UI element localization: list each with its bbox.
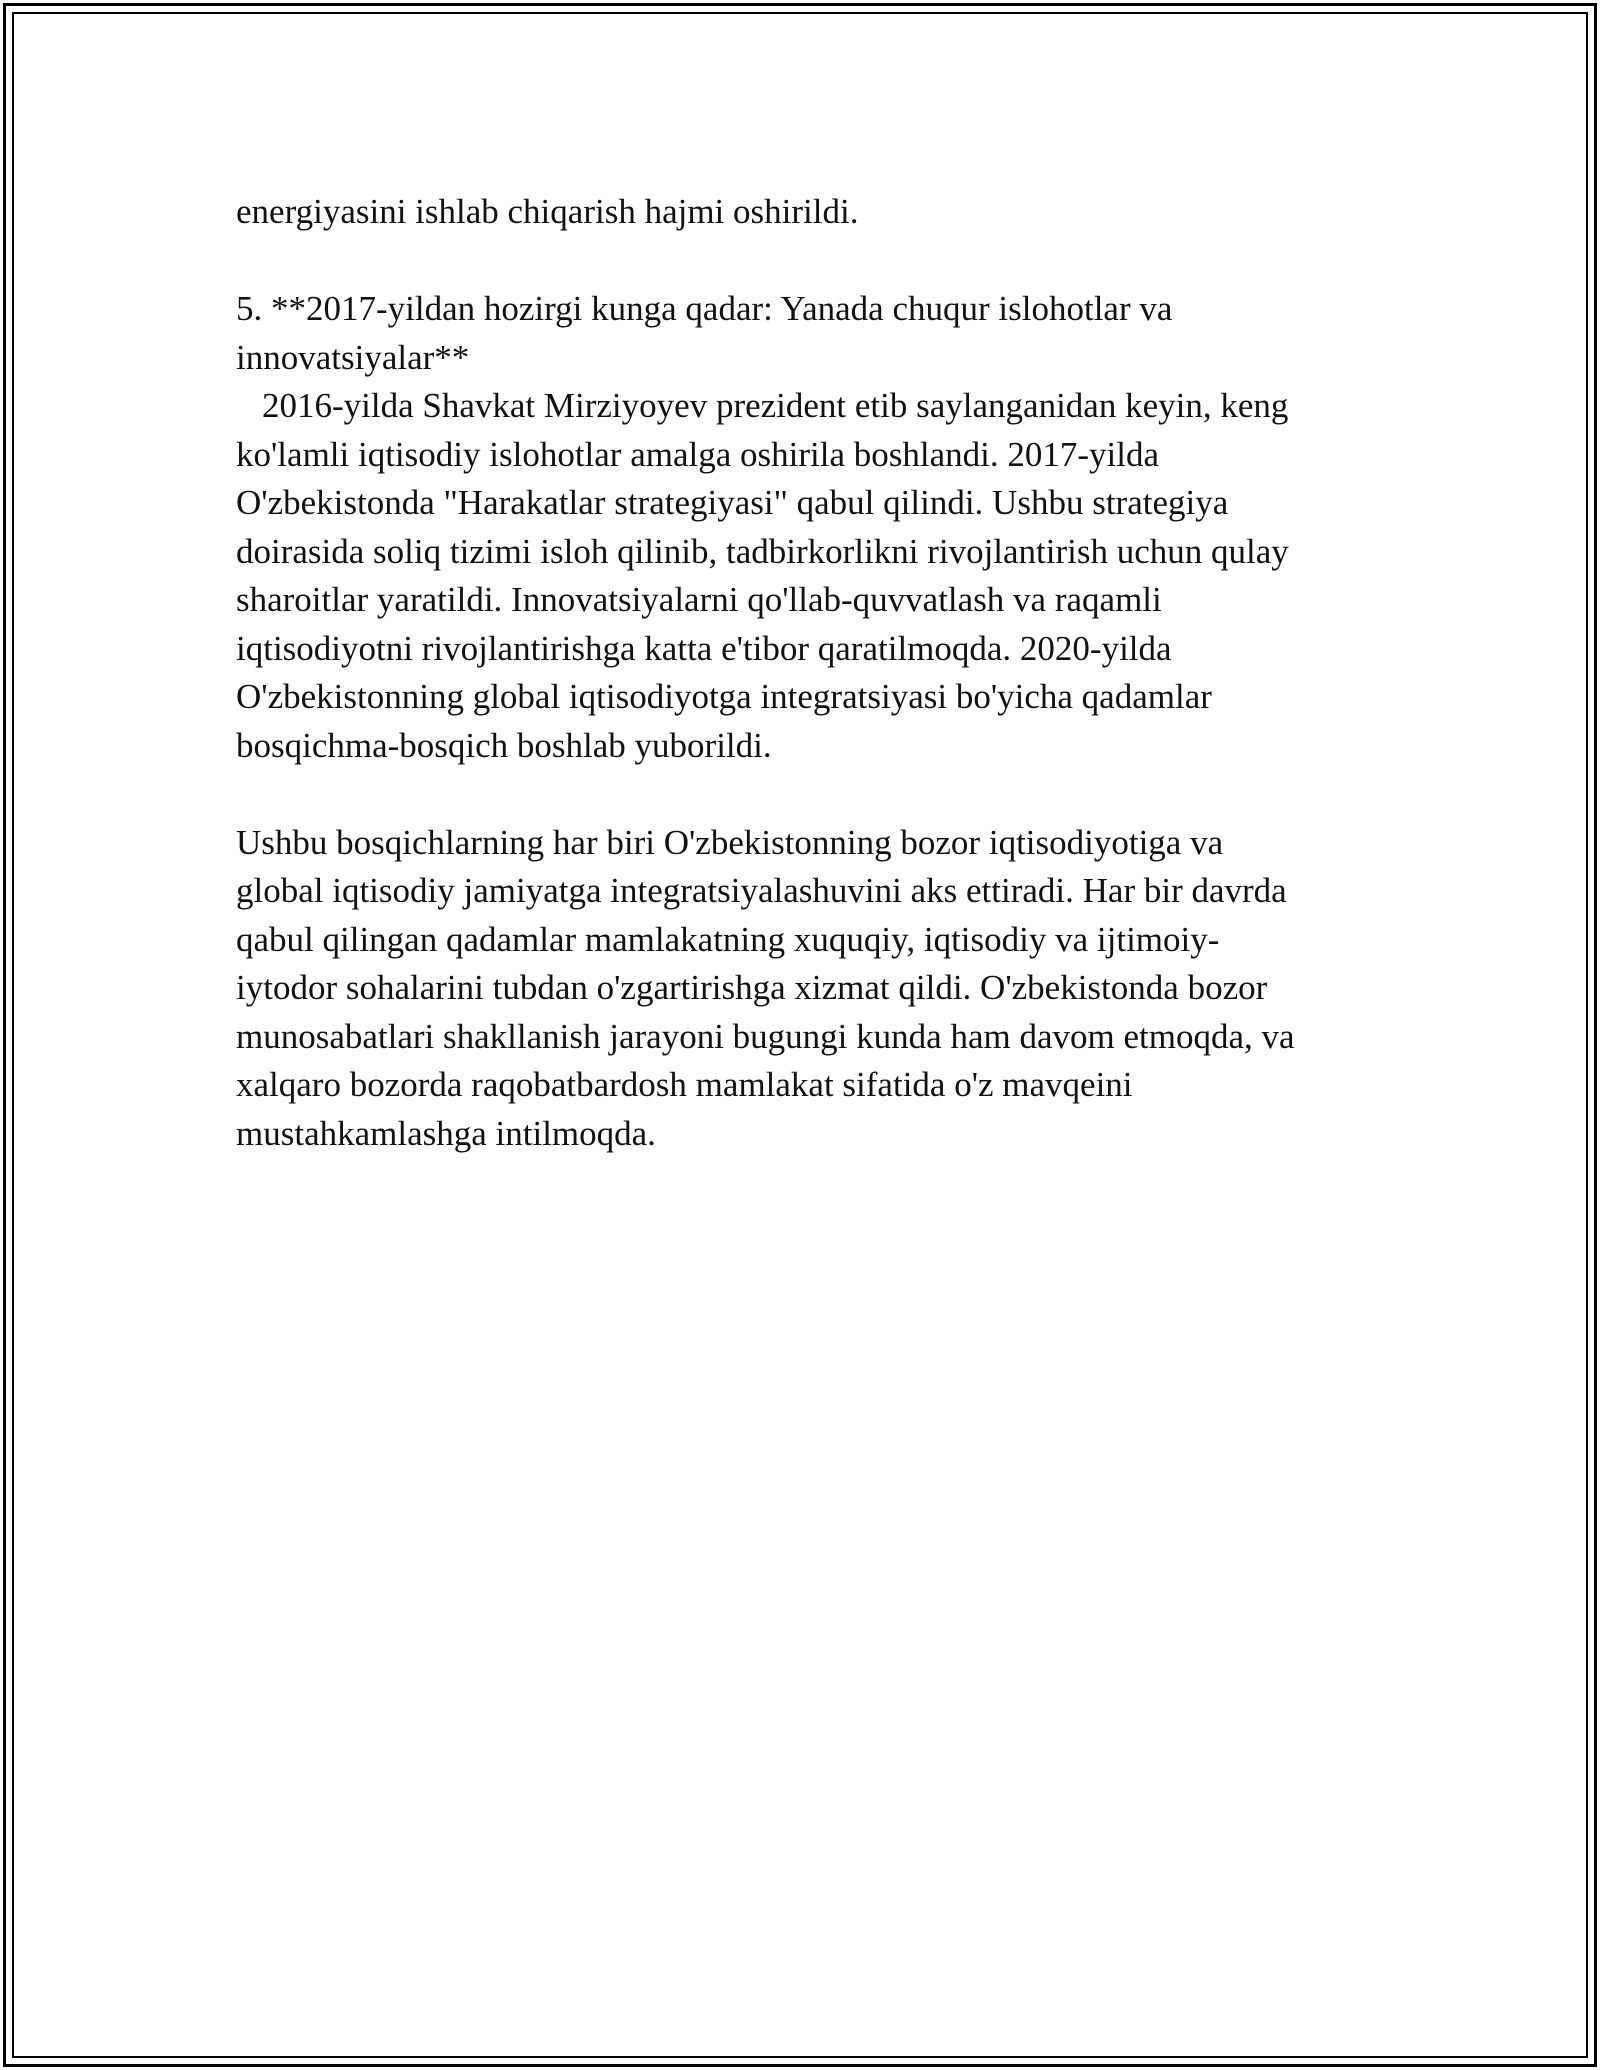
- paragraph-gap: [236, 237, 1366, 286]
- section-body-line: ko'lamli iqtisodiy islohotlar amalga oshirila boshlandi. 2017-yilda: [236, 434, 1159, 474]
- section-body-line: iqtisodiyotni rivojlantirishga katta e'tibor qaratilmoqda. 2020-yilda: [236, 628, 1172, 668]
- section-body-line: sharoitlar yaratildi. Innovatsiyalarni qo'llab-quvvatlash va raqamli: [236, 580, 1162, 619]
- conclusion-line: Ushbu bosqichlarning har biri O'zbekistonning bozor iqtisodiyotiga va: [236, 822, 1224, 862]
- section-body-line: [236, 382, 1366, 431]
- section-body-line: bosqichma-bosqich boshlab yuborildi.: [236, 725, 772, 765]
- paragraph-gap: [236, 770, 1366, 819]
- conclusion-line: mustahkamlashga intilmoqda.: [236, 1113, 656, 1153]
- section-body-line: O'zbekistonda "Harakatlar strategiyasi" qabul qilindi. Ushbu strategiya: [236, 483, 1229, 522]
- conclusion-line: global iqtisodiy jamiyatga integratsiyalashuvini aks ettiradi. Har bir davrda: [236, 871, 1287, 910]
- continuation-line: energiyasini ishlab chiqarish hajmi oshirildi.: [236, 192, 859, 231]
- conclusion-line: xalqaro bozorda raqobatbardosh mamlakat sifatida o'z mavqeini: [236, 1065, 1133, 1104]
- conclusion-line: iytodor sohalarini tubdan o'zgartirishga xizmat qildi. O'zbekistonda bozor: [236, 968, 1268, 1007]
- section-body-line: doirasida soliq tizimi isloh qilinib, tadbirkorlikni rivojlantirish uchun qulay: [236, 531, 1289, 571]
- conclusion-line: munosabatlari shakllanish jarayoni bugungi kunda ham davom etmoqda, va: [236, 1016, 1295, 1056]
- document-body: [236, 188, 1366, 1158]
- section-body-text: 2016-yilda Shavkat Mirziyoyev prezident etib saylanganidan keyin, keng: [262, 386, 1289, 425]
- section-body-line: O'zbekistonning global iqtisodiyotga integratsiyasi bo'yicha qadamlar: [236, 677, 1212, 716]
- section-heading-line: 5. **2017-yildan hozirgi kunga qadar: Yanada chuqur islohotlar va: [236, 289, 1173, 328]
- conclusion-line: qabul qilingan qadamlar mamlakatning xuquqiy, iqtisodiy va ijtimoiy-: [236, 919, 1220, 959]
- section-heading-line: innovatsiyalar**: [236, 337, 470, 377]
